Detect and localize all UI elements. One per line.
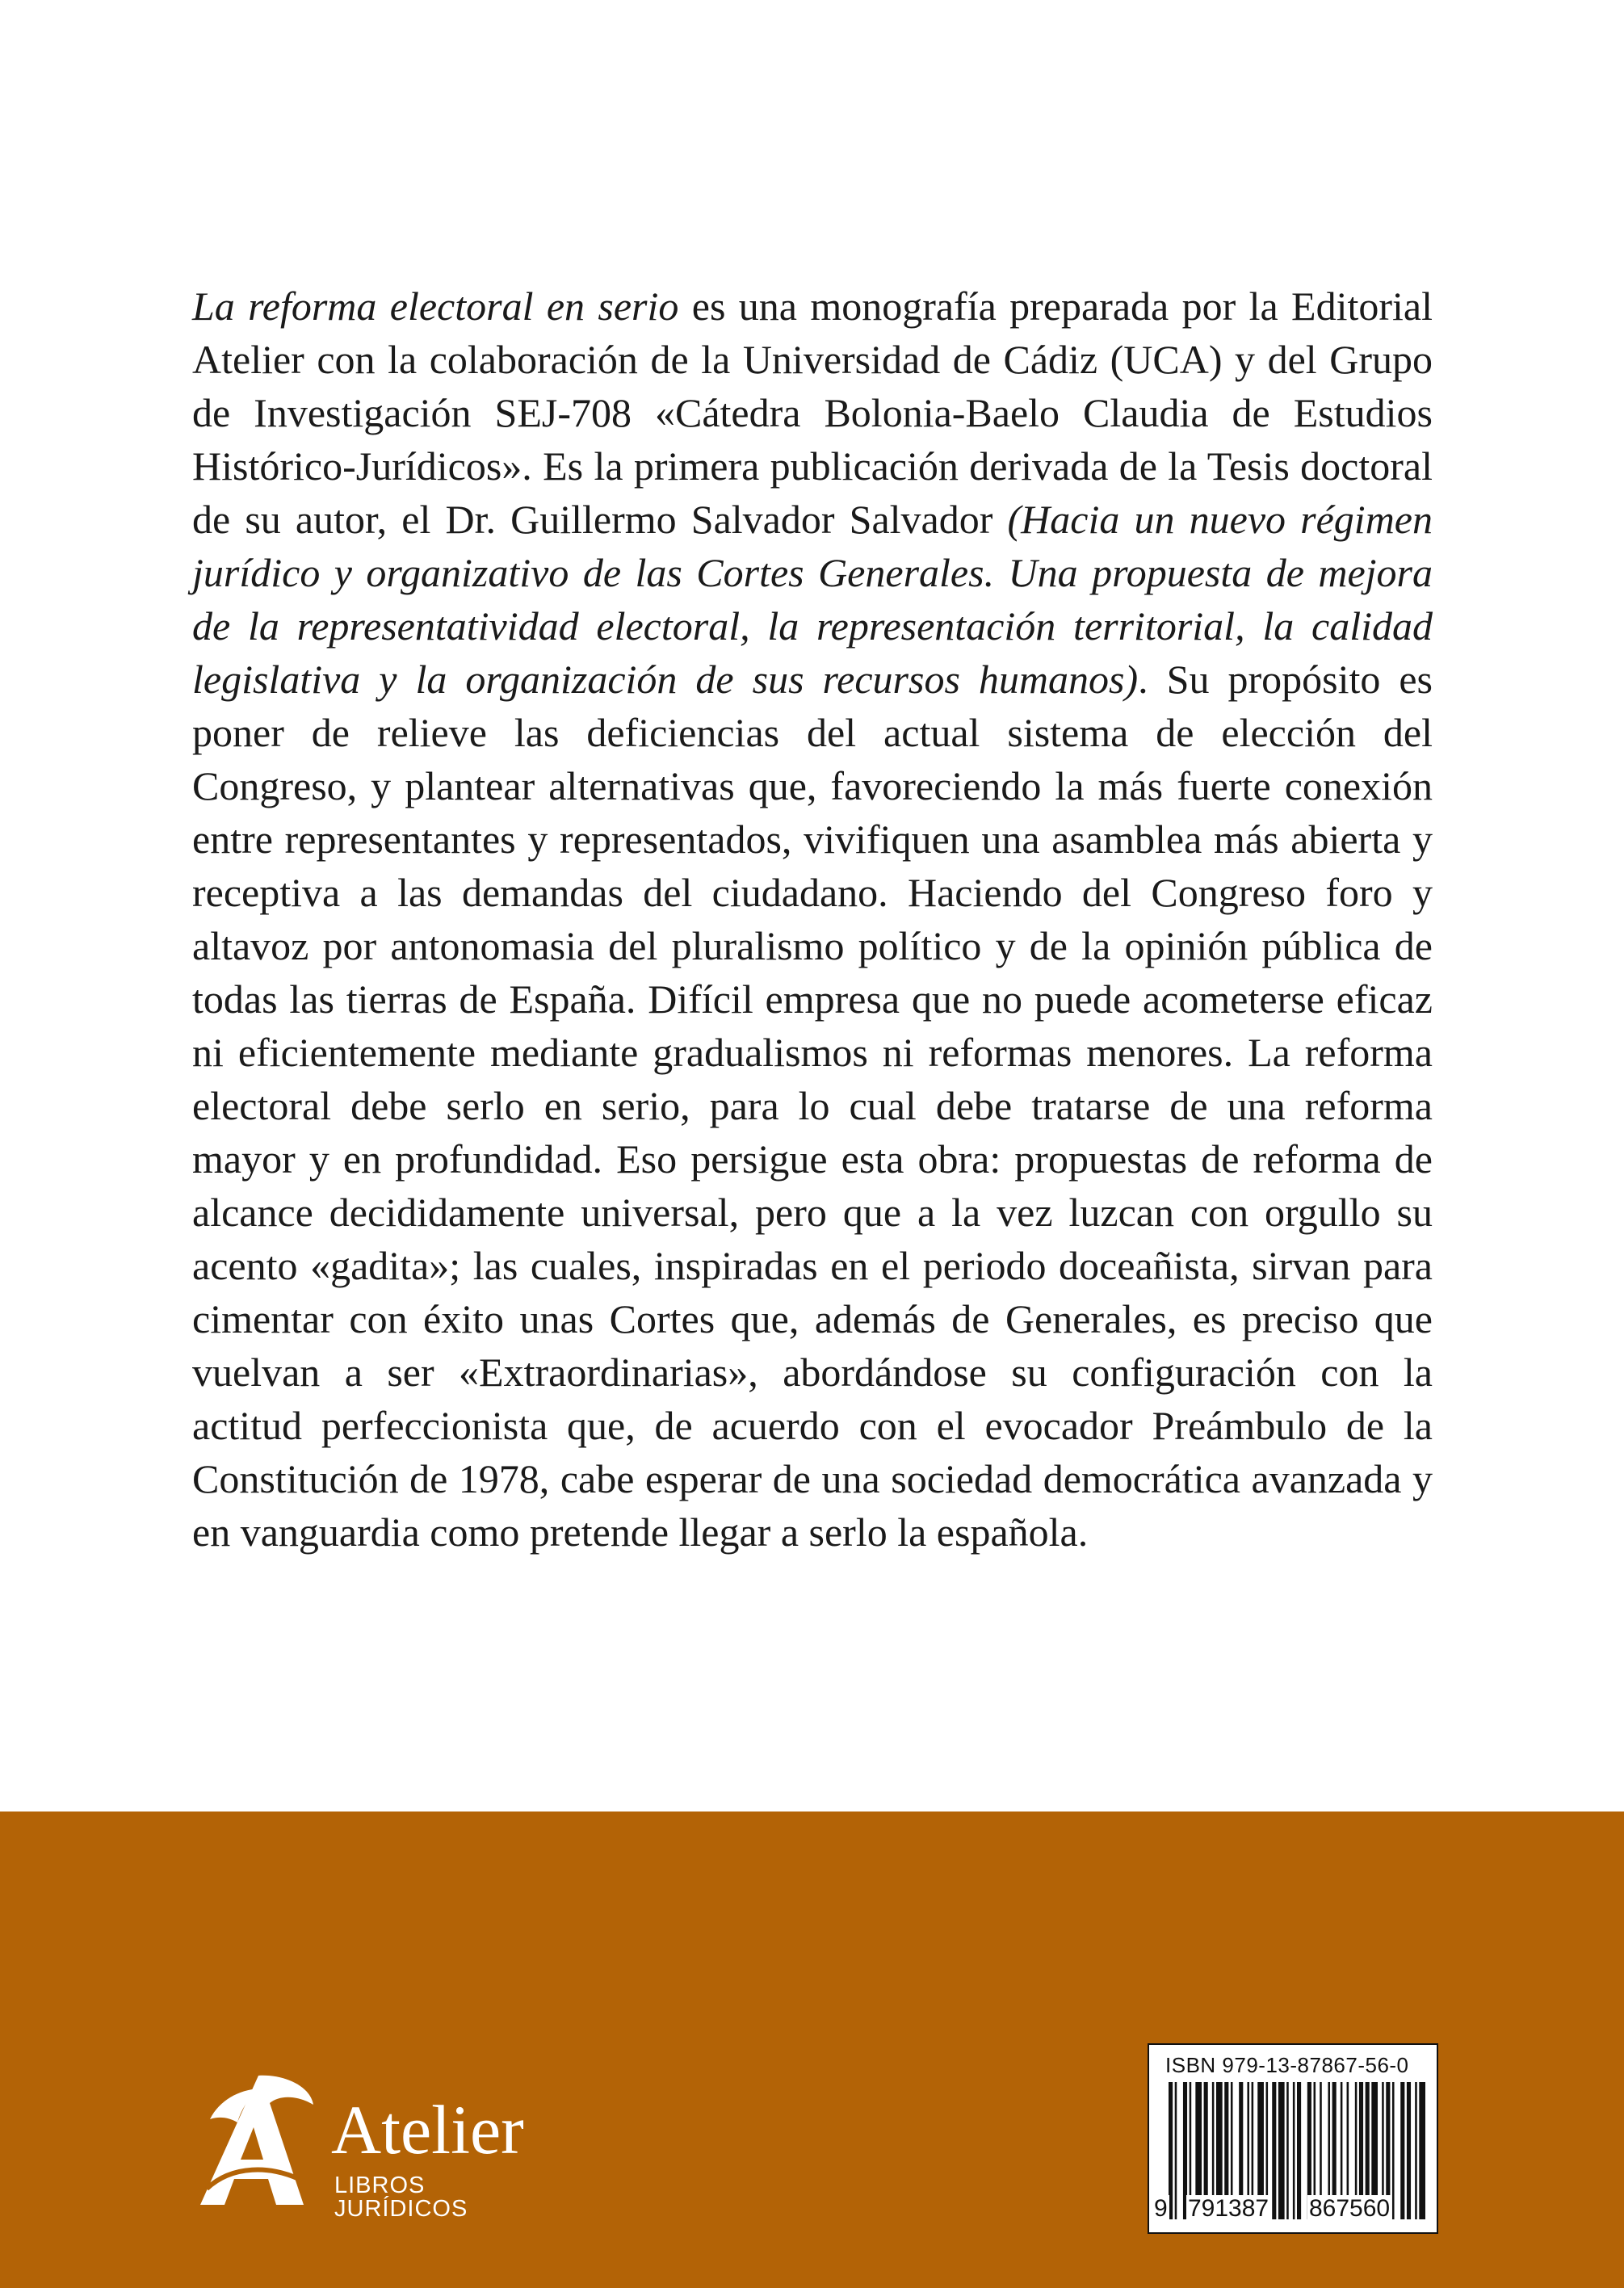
description-text-1: es una monografía preparada por la Editorial Atelier con la colaboración de la Universidad de Cádiz (UCA) y del Grupo de Investigación SEJ-708 «Cátedra Bolonia-Baelo Claudia de Estudios Histórico-Jurídicos». Es la primera publicación derivada de la Tesis doctoral de su autor, el Dr. Guillermo Salvador Salvador <box>192 283 1433 542</box>
description-text-2: . Su propósito es poner de relieve las deficiencias del actual sistema de elección del Congreso, y plantear alternativas que, favoreciendo la más fuerte conexión entre representantes y representados, vivifiquen una asamblea más abierta y receptiva a las demandas del ciudadano. Haciendo del Congreso foro y altavoz por antonomasia del pluralismo político y de la opinión pública de todas las tierras de España. Difícil empresa que no puede acometerse eficaz ni eficientemente mediante gradualismos ni reformas menores. La reforma electoral debe serlo en serio, para lo cual debe tratarse de una reforma mayor y en profundidad. Eso persigue esta obra: propuestas de reforma de alcance decididamente universal, pero que a la vez luzcan con orgullo su acento «gadita»; las cuales, inspiradas en el periodo doceañista, sirvan para cimentar con éxito unas Cortes que, además de Generales, es preciso que vuelvan a ser «Extraordinarias», abordándose su configuración con la actitud perfeccionista que, de acuerdo con el evocador Preámbulo de la Constitución de 1978, cabe esperar de una sociedad democrática avanzada y en vanguardia como pretende llegar a serlo la española. <box>192 657 1433 1555</box>
book-title-italic: La reforma electoral en serio <box>192 283 679 329</box>
atelier-a-quill-icon <box>192 2068 321 2213</box>
barcode-digits-group-1: 791387 <box>1188 2195 1269 2222</box>
publisher-tagline: LIBROS JURÍDICOS <box>334 2173 468 2222</box>
barcode-digit-first: 9 <box>1154 2195 1168 2222</box>
isbn-barcode <box>1148 2043 1438 2234</box>
isbn-label: ISBN 979-13-87867-56-0 <box>1165 2053 1409 2077</box>
publisher-name: Atelier <box>331 2091 524 2168</box>
publisher-logo <box>192 2068 564 2222</box>
barcode-digits <box>1149 2195 1437 2227</box>
barcode-digits-group-2: 867560 <box>1309 2195 1391 2222</box>
back-cover-description <box>192 279 1433 1559</box>
thesis-title-italic: (Hacia un nuevo régimen jurídico y organizativo de las Cortes Generales. Una propuesta de mejora de la representatividad electoral, la representación territorial, la calidad legislativa y la organización de sus recursos humanos) <box>192 497 1433 702</box>
